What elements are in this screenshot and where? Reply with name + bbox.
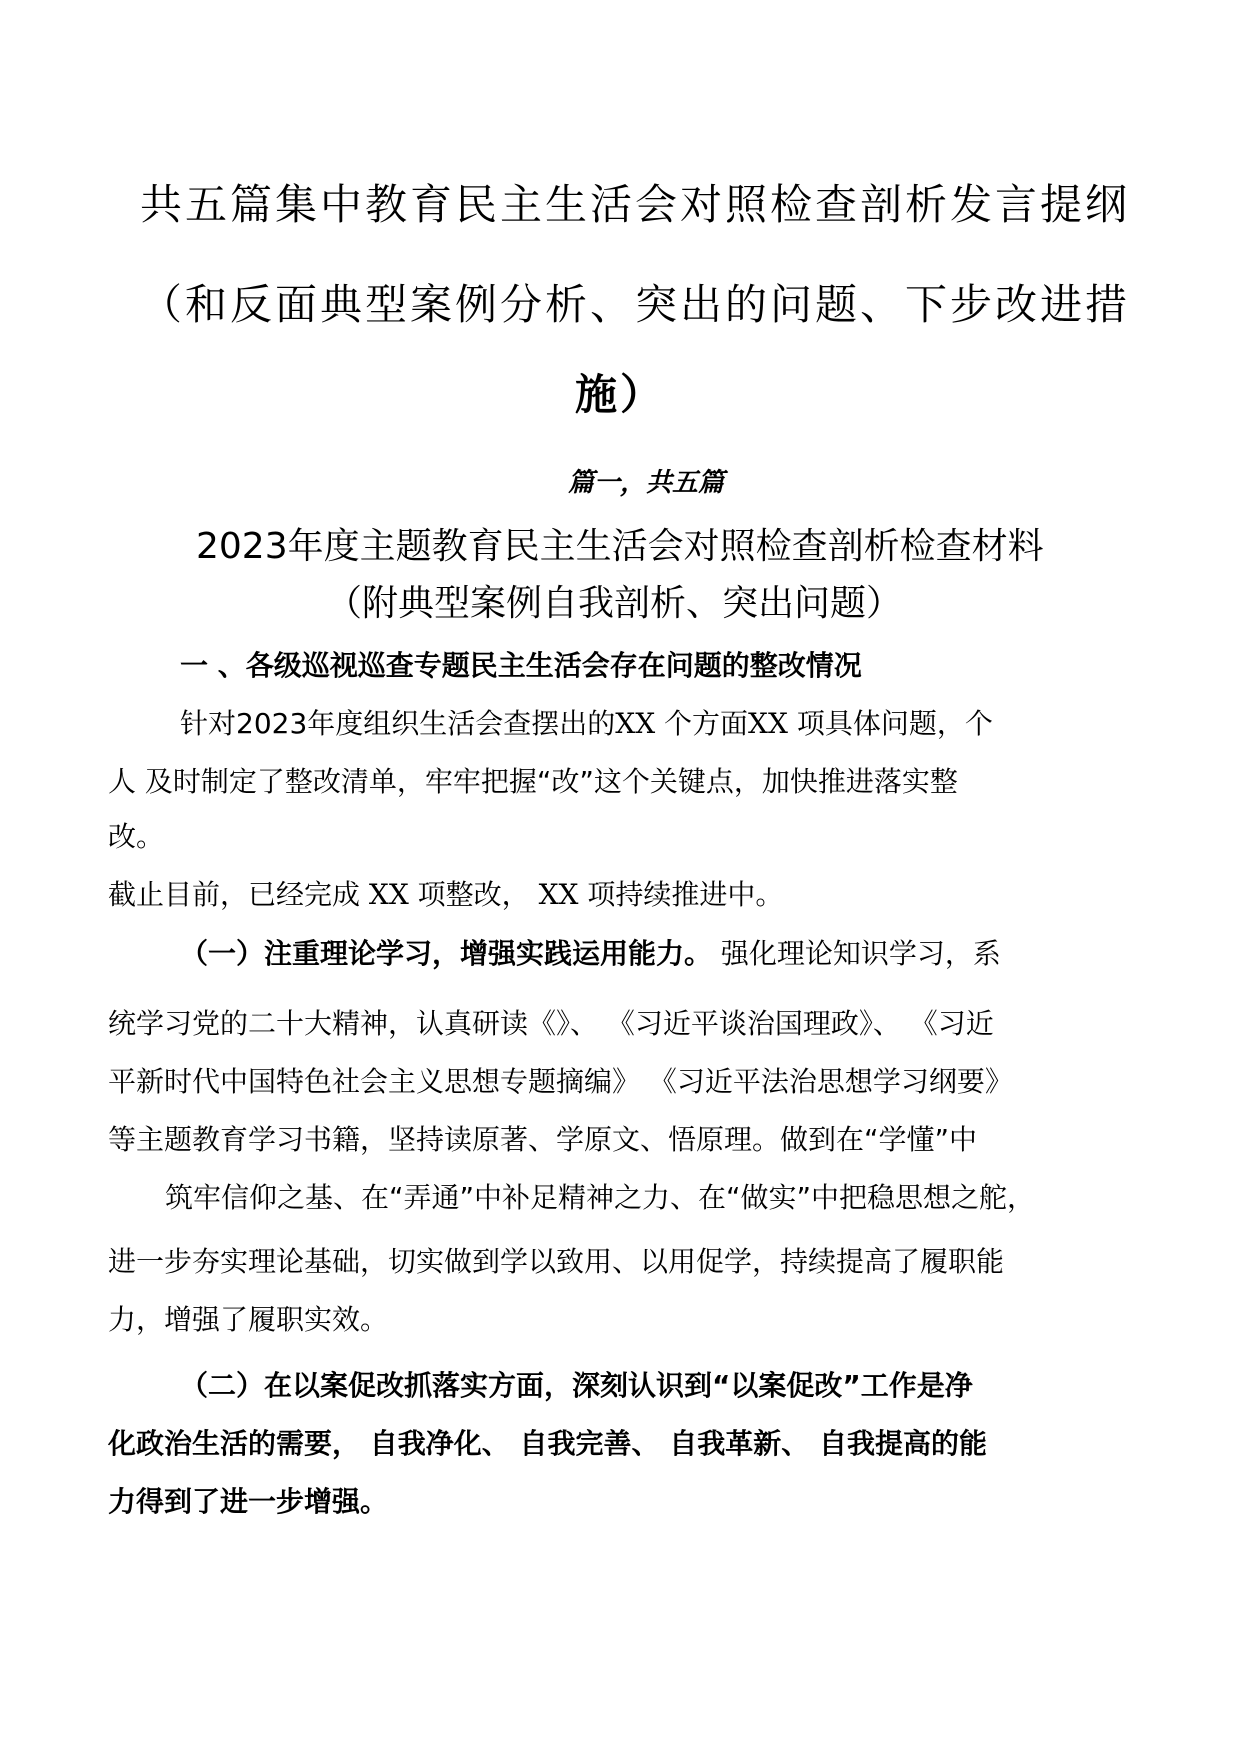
chapter-label: 篇一，共五篇 [568, 468, 725, 498]
text-span: 项具体问题，个 [787, 707, 993, 740]
document-title-line-2: （附典型案例自我剖析、突出问题） [326, 583, 903, 624]
item-1-line-5: 筑牢信仰之基、在“弄通”中补足精神之力、在“做实”中把稳思想之舵， [165, 1181, 1036, 1214]
item-1-line-1 [180, 932, 1001, 972]
section-heading: 一 、各级巡视巡查专题民主生活会存在问题的整改情况 [180, 649, 862, 682]
paragraph-2 [108, 873, 783, 913]
main-title-line-2: （和反面典型案例分析、突出的问题、下步改进措 [140, 280, 1131, 329]
paragraph-1-line-2: 人 及时制定了整改清单，牢牢把握“改”这个关键点，加快推进落实整 [108, 765, 958, 798]
text-span: 针对2023年度组织生活会查摆出的 [180, 707, 616, 740]
placeholder-xx: XX [748, 707, 788, 740]
text-span: 强化理论知识学习，系 [712, 937, 1001, 970]
placeholder-xx: XX [368, 878, 409, 911]
placeholder-xx: XX [538, 878, 579, 911]
item-1-line-4: 等主题教育学习书籍，坚持读原著、学原文、悟原理。做到在“学懂”中 [108, 1123, 978, 1156]
text-span: 个方面 [655, 707, 749, 740]
item-1-line-7: 力，增强了履职实效。 [108, 1303, 389, 1336]
item-2-line-2: 化政治生活的需要， 自我净化、 自我完善、 自我革新、 自我提高的能 [108, 1427, 987, 1460]
item-1-line-2: 统学习党的二十大精神，认真研读《》、 《习近平谈治国理政》、 《习近 [108, 1007, 994, 1040]
text-span: 截止目前，已经完成 [108, 878, 369, 911]
text-span: 项持续推进中。 [578, 878, 784, 911]
paragraph-1-line-3: 改。 [108, 820, 165, 853]
item-1-line-6: 进一步夯实理论基础，切实做到学以致用、以用促学，持续提高了履职能 [108, 1245, 1005, 1278]
main-title-line-1: 共五篇集中教育民主生活会对照检查剖析发言提纲 [140, 180, 1131, 229]
item-2-line-3: 力得到了进一步增强。 [108, 1485, 389, 1518]
main-title-line-3: 施） [575, 370, 666, 419]
document-title-line-1: 2023年度主题教育民主生活会对照检查剖析检查材料 [196, 526, 1044, 567]
paragraph-1-line-1 [180, 702, 993, 742]
item-1-lead: （一）注重理论学习，增强实践运用能力。 [180, 937, 713, 970]
text-span: 项整改， [408, 878, 539, 911]
placeholder-xx: XX [615, 707, 656, 740]
item-2-line-1: （二）在以案促改抓落实方面，深刻认识到“以案促改”工作是净 [180, 1369, 973, 1402]
item-1-line-3: 平新时代中国特色社会主义思想专题摘编》 《习近平法治思想学习纲要》 [108, 1065, 1013, 1098]
